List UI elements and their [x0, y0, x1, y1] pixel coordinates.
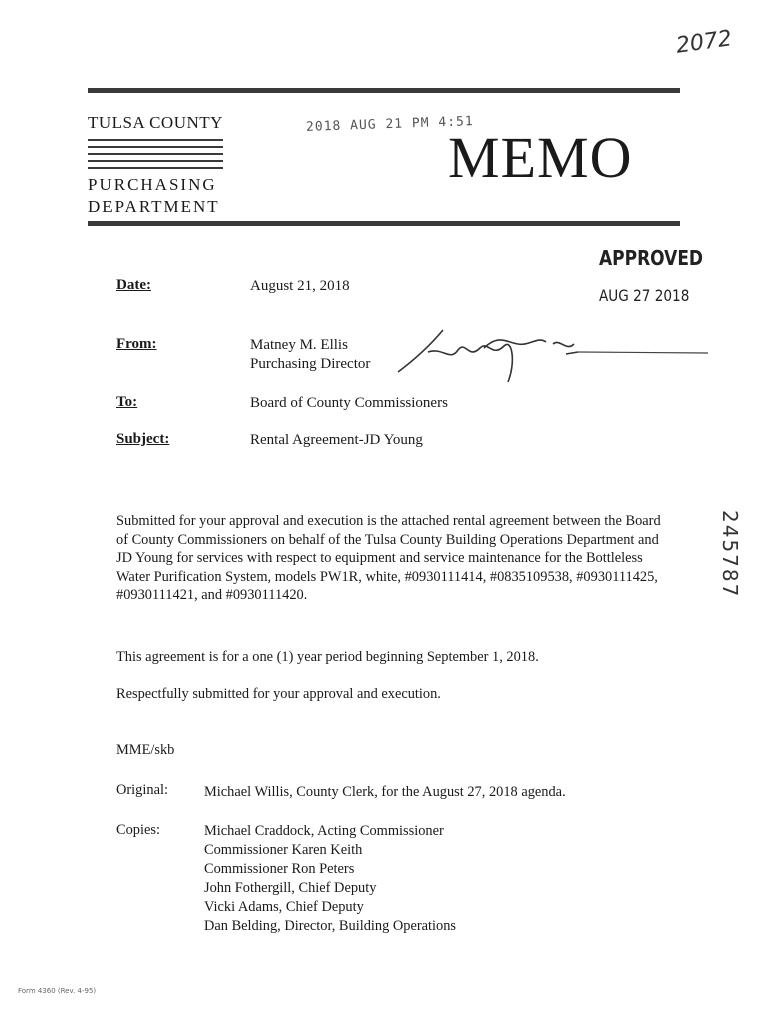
copy-recipient: Dan Belding, Director, Building Operations [204, 918, 457, 934]
copy-recipient: Vicki Adams, Chief Deputy [204, 899, 364, 915]
signature [388, 322, 710, 390]
author-initials: MME/skb [116, 742, 175, 758]
header-line [88, 146, 223, 148]
header-line [88, 153, 223, 155]
header-line [88, 167, 223, 169]
memo-title: MEMO [448, 125, 633, 190]
agreement-term: This agreement is for a one (1) year period beginning September 1, 2018. [116, 649, 539, 665]
approved-date-stamp: AUG 27 2018 [599, 286, 690, 305]
subject-value: Rental Agreement-JD Young [250, 432, 423, 448]
copy-recipient: Commissioner Karen Keith [204, 842, 363, 858]
from-title: Purchasing Director [250, 356, 371, 372]
header-line [88, 139, 223, 141]
header-line [88, 160, 223, 162]
copy-recipient: Commissioner Ron Peters [204, 861, 355, 877]
original-recipient: Michael Willis, County Clerk, for the August 27, 2018 agenda. [204, 784, 566, 800]
from-name: Matney M. Ellis [250, 337, 348, 353]
memo-body-paragraph: Submitted for your approval and execution is the attached rental agreement between the Board of County Commissioners on behalf of the Tulsa County Building Operations Department and JD Young for services with respect to equipment and service maintenance for the Bottleless Water Purification System, models PW1R, white, #0930111414, #0835109538, #0930111425, #0930111421, and #0930111420. [116, 513, 661, 604]
handwritten-file-number: 2072 [674, 26, 734, 59]
received-time-stamp: 2018 AUG 21 PM 4:51 [305, 114, 474, 135]
to-label: To: [116, 394, 138, 410]
subject-label: Subject: [116, 431, 170, 447]
to-value: Board of County Commissioners [250, 395, 448, 411]
from-value [250, 336, 370, 374]
header-bottom-rule [88, 221, 680, 226]
county-name: TULSA COUNTY [88, 113, 223, 132]
closing-line: Respectfully submitted for your approval and execution. [116, 686, 441, 702]
approved-stamp: APPROVED [599, 246, 704, 270]
copies-label: Copies: [116, 822, 160, 838]
copy-recipient: John Fothergill, Chief Deputy [204, 880, 377, 896]
date-value: August 21, 2018 [250, 278, 350, 294]
form-number: Form 4360 (Rev. 4-95) [18, 987, 97, 995]
copy-recipient: Michael Craddock, Acting Commissioner [204, 823, 444, 839]
document-control-number: 245787 [718, 510, 742, 599]
department-line2: DEPARTMENT [88, 197, 220, 216]
copies-list [204, 822, 456, 936]
date-label: Date: [116, 277, 151, 293]
department-line1: PURCHASING [88, 175, 217, 194]
department-name [88, 174, 220, 218]
from-label: From: [116, 336, 157, 352]
header-top-rule [88, 88, 680, 93]
original-label: Original: [116, 782, 168, 798]
